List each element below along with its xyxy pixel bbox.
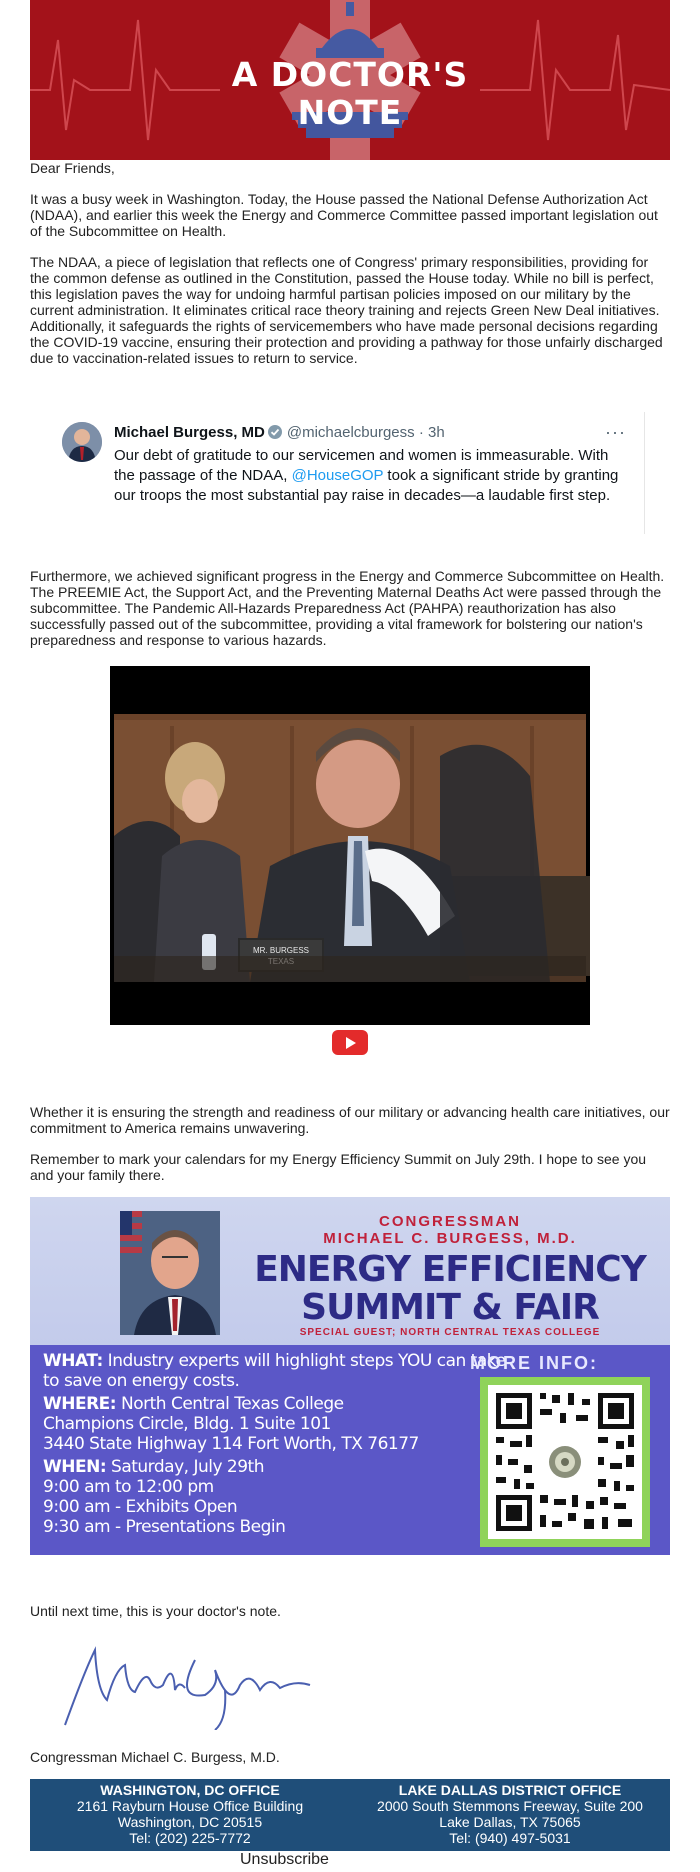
- paragraph-subcommittee: Furthermore, we achieved significant progress in the Energy and Commerce Subcommittee on Health. The PREEMIE Act, the Support Act, and the Preventing Maternal Deaths Act were passed through the subcommittee. The Pandemic All-Hazards Preparedness Act (PAHPA) reauthorization has also successfully passed out of the subcommittee, providing a vital framework for bolstering our nation's preparedness and response to various hazards.: [30, 568, 665, 648]
- flyer-heading-line-2: SUMMIT & FAIR: [301, 1287, 599, 1328]
- banner-title-line1: A DOCTOR'S: [231, 55, 469, 94]
- video-thumbnail[interactable]: [110, 666, 590, 1025]
- tweet-handle[interactable]: @michaelcburgess · 3h: [286, 424, 445, 441]
- embedded-tweet[interactable]: [60, 412, 645, 534]
- nameplate-line-1: MR. BURGESS: [252, 946, 310, 955]
- qr-code-icon[interactable]: [488, 1385, 642, 1539]
- what-text: Industry experts will highlight steps YOU can take: [102, 1351, 506, 1371]
- video-frame-illustration: [110, 666, 590, 1025]
- intro-paragraph-1: It was a busy week in Washington. Today, the House passed the National Defense Authorization Act (NDAA), and earlier this week the Energy and Commerce Committee passed important legislation out of the Subcommittee on Health.: [30, 191, 658, 239]
- qr-code-frame: [480, 1377, 650, 1547]
- tweet-author-name[interactable]: Michael Burgess, MD: [114, 424, 265, 441]
- district-office-address-1: 2000 South Stemmons Freeway, Suite 200: [377, 1798, 643, 1814]
- where-text: North Central Texas College: [116, 1394, 344, 1414]
- where-label: WHERE:: [43, 1394, 117, 1414]
- dc-office: [30, 1782, 350, 1846]
- dc-office-address-1: 2161 Rayburn House Office Building: [76, 1798, 304, 1814]
- when-line-4: 9:30 am - Presentations Begin: [43, 1517, 286, 1537]
- more-info-label: MORE INFO:: [470, 1353, 598, 1373]
- tweet-author[interactable]: [114, 424, 445, 441]
- tweet-text-start: Our debt of gratitude to our servicemen and women is immeasurable. With the passage of the NDAA,: [114, 447, 609, 484]
- flyer-event-info: [43, 1351, 506, 1537]
- congressman-portrait: [120, 1211, 220, 1335]
- paragraph-summit-reminder: Remember to mark your calendars for my Energy Efficiency Summit on July 29th. I hope to see you and your family there.: [30, 1151, 647, 1183]
- flyer-special-guest: SPECIAL GUEST; NORTH CENTRAL TEXAS COLLEGE: [299, 1327, 601, 1338]
- banner-title-line2: NOTE: [297, 93, 403, 132]
- when-line-3: 9:00 am - Exhibits Open: [43, 1497, 238, 1517]
- footer-offices: [30, 1779, 670, 1851]
- more-options-icon[interactable]: ···: [605, 422, 626, 442]
- what-label: WHAT:: [43, 1351, 103, 1371]
- verified-badge-icon: [267, 424, 283, 440]
- when-text: Saturday, July 29th: [106, 1457, 264, 1477]
- district-office-heading: LAKE DALLAS DISTRICT OFFICE: [398, 1782, 622, 1798]
- flyer-congressman-name: MICHAEL C. BURGESS, M.D.: [323, 1230, 577, 1247]
- youtube-play-icon[interactable]: [332, 1030, 368, 1055]
- paragraph-commitment: Whether it is ensuring the strength and readiness of our military or advancing health care initiatives, our commitment to America remains unwavering.: [30, 1104, 670, 1136]
- signoff-name: Congressman Michael C. Burgess, M.D.: [30, 1749, 280, 1765]
- when-label: WHEN:: [43, 1457, 107, 1477]
- dc-office-address-2: Washington, DC 20515: [117, 1814, 263, 1830]
- dc-office-phone[interactable]: Tel: (202) 225-7772: [129, 1830, 251, 1846]
- unsubscribe-link[interactable]: Unsubscribe: [240, 1851, 329, 1868]
- district-office-address-2: Lake Dallas, TX 75065: [439, 1814, 581, 1830]
- flyer-congressman-label: CONGRESSMAN: [378, 1213, 521, 1230]
- where-line-3: 3440 State Highway 114 Fort Worth, TX 76177: [43, 1434, 419, 1454]
- tweet-mention-link[interactable]: @HouseGOP: [291, 467, 384, 484]
- dc-office-heading: WASHINGTON, DC OFFICE: [100, 1782, 280, 1798]
- greeting: Dear Friends,: [30, 160, 115, 176]
- what-text-line-2: to save on energy costs.: [43, 1371, 240, 1391]
- district-office: [350, 1782, 670, 1846]
- avatar[interactable]: [62, 422, 102, 462]
- intro-paragraph-2: The NDAA, a piece of legislation that reflects one of Congress' primary responsibilities, providing for the common defense as outlined in the Constitution, passed the House today. While no bill is perfect, this legislation paves the way for undoing harmful partisan policies imposed on our military by the current administration. It eliminates critical race theory training and rejects Green New Deal initiatives. Additionally, it safeguards the rights of servicemembers who have made personal decisions regarding the COVID-19 vaccine, ensuring their protection and providing a pathway for those unfairly discharged due to vaccination-related issues to return to service.: [30, 254, 663, 366]
- signature-image: [55, 1630, 325, 1730]
- flyer-heading-line-1: ENERGY EFFICIENCY: [254, 1249, 646, 1290]
- tweet-text: [114, 446, 624, 506]
- header-banner: [30, 0, 670, 160]
- where-line-2: Champions Circle, Bldg. 1 Suite 101: [43, 1414, 331, 1434]
- flyer-header: [30, 1197, 670, 1345]
- district-office-phone[interactable]: Tel: (940) 497-5031: [449, 1830, 571, 1846]
- tweet-text-end: took a significant stride by granting our troops the most substantial pay raise in decades—a laudable first step.: [114, 467, 619, 504]
- summit-flyer-image[interactable]: [30, 1197, 670, 1555]
- flyer-details: [30, 1345, 670, 1555]
- when-line-2: 9:00 am to 12:00 pm: [43, 1477, 214, 1497]
- banner-title: [30, 56, 670, 132]
- closing-line: Until next time, this is your doctor's note.: [30, 1603, 281, 1619]
